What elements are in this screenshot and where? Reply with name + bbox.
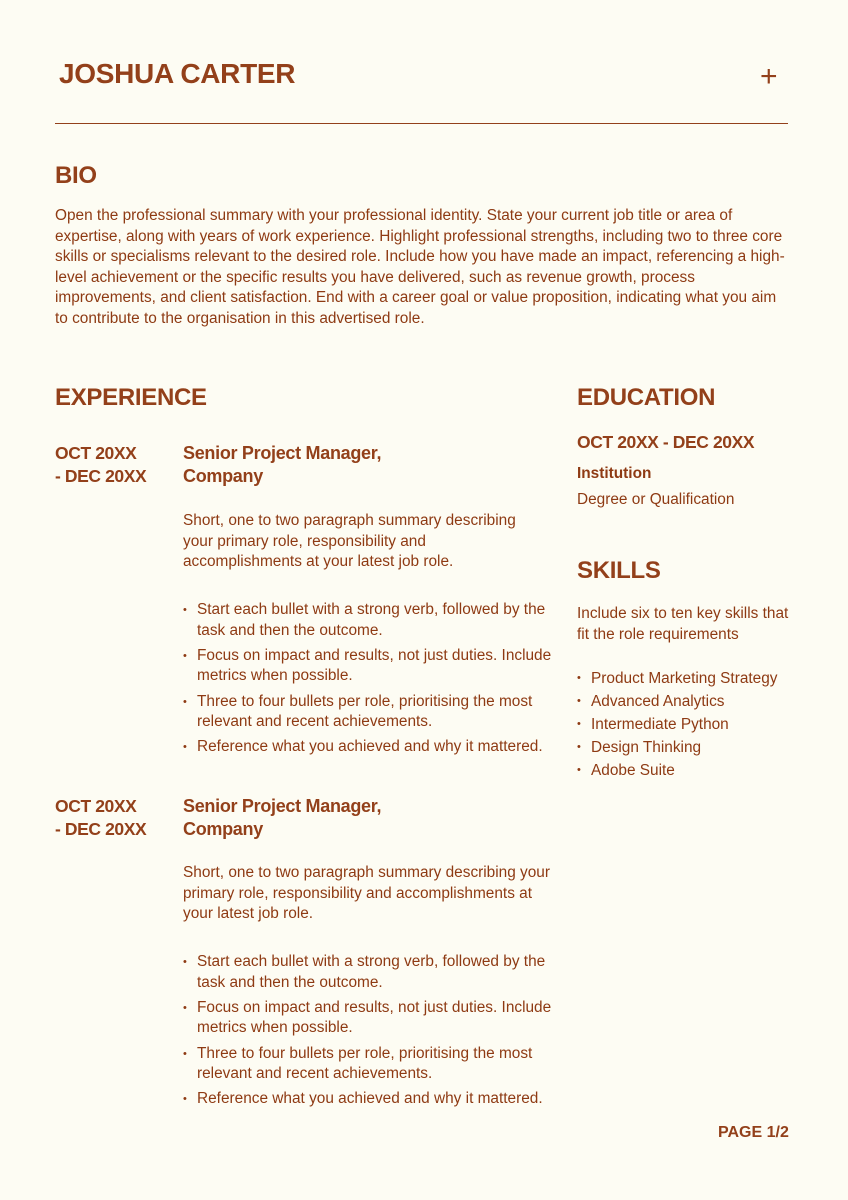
job-title-line1: Senior Project Manager, bbox=[183, 796, 382, 816]
experience-heading: EXPERIENCE bbox=[55, 384, 207, 411]
job-title-line1: Senior Project Manager, bbox=[183, 443, 382, 463]
job-dates bbox=[55, 442, 175, 488]
page-number: PAGE 1/2 bbox=[718, 1124, 789, 1141]
job-bullet: • Three to four bullets per role, prioritising the most relevant and recent achievements. bbox=[183, 1044, 568, 1085]
bio-text: Open the professional summary with your professional identity. State your current job title or area of expertise, along with years of work experience. Highlight professional strengths, including two to three core skills or specialisms relevant to the desired role. Include how you have made an impact, referencing a high-level achievement or the specific results you have delivered, such as revenue growth, process improvements, and client satisfaction. End with a career goal or value proposition, indicating what you aim to contribute to the organisation in this advertised role. bbox=[55, 207, 785, 327]
job-date-start: OCT 20XX bbox=[55, 443, 137, 463]
skill-item: • Adobe Suite bbox=[577, 759, 797, 782]
skill-item: • Product Marketing Strategy bbox=[577, 667, 797, 690]
plus-icon[interactable]: + bbox=[760, 60, 778, 93]
job-bullet: • Focus on impact and results, not just duties. Include metrics when possible. bbox=[183, 998, 568, 1039]
job-date-end: - DEC 20XX bbox=[55, 819, 147, 839]
job-bullets bbox=[183, 600, 568, 763]
education-heading: EDUCATION bbox=[577, 384, 716, 411]
job-date-end: - DEC 20XX bbox=[55, 466, 147, 486]
job-dates bbox=[55, 795, 175, 841]
job-bullet: • Start each bullet with a strong verb, followed by the task and then the outcome. bbox=[183, 952, 568, 993]
job-bullets bbox=[183, 952, 568, 1115]
skill-item: • Advanced Analytics bbox=[577, 690, 797, 713]
job-summary: Short, one to two paragraph summary describing your primary role, responsibility and accomplishments at your latest job role. bbox=[183, 864, 550, 923]
header-divider bbox=[55, 123, 788, 124]
job-summary: Short, one to two paragraph summary describing your primary role, responsibility and accomplishments at your latest job role. bbox=[183, 512, 516, 571]
education-dates: OCT 20XX - DEC 20XX bbox=[577, 432, 755, 452]
job-bullet: • Reference what you achieved and why it mattered. bbox=[183, 737, 568, 758]
skills-list bbox=[577, 667, 797, 782]
education-institution: Institution bbox=[577, 465, 652, 482]
bio-heading: BIO bbox=[55, 162, 97, 189]
skill-item: • Design Thinking bbox=[577, 736, 797, 759]
job-bullet: • Focus on impact and results, not just duties. Include metrics when possible. bbox=[183, 646, 568, 687]
job-title bbox=[183, 442, 483, 488]
education-degree: Degree or Qualification bbox=[577, 491, 735, 508]
job-bullet: • Reference what you achieved and why it mattered. bbox=[183, 1089, 568, 1110]
job-title-line2: Company bbox=[183, 819, 263, 839]
candidate-name: JOSHUA CARTER bbox=[59, 58, 296, 89]
job-bullet: • Start each bullet with a strong verb, followed by the task and then the outcome. bbox=[183, 600, 568, 641]
job-title-line2: Company bbox=[183, 466, 263, 486]
job-title bbox=[183, 795, 483, 841]
job-bullet: • Three to four bullets per role, prioritising the most relevant and recent achievements. bbox=[183, 692, 568, 733]
skill-item: • Intermediate Python bbox=[577, 713, 797, 736]
job-date-start: OCT 20XX bbox=[55, 796, 137, 816]
skills-intro: Include six to ten key skills that fit the role requirements bbox=[577, 605, 789, 643]
skills-heading: SKILLS bbox=[577, 557, 661, 584]
